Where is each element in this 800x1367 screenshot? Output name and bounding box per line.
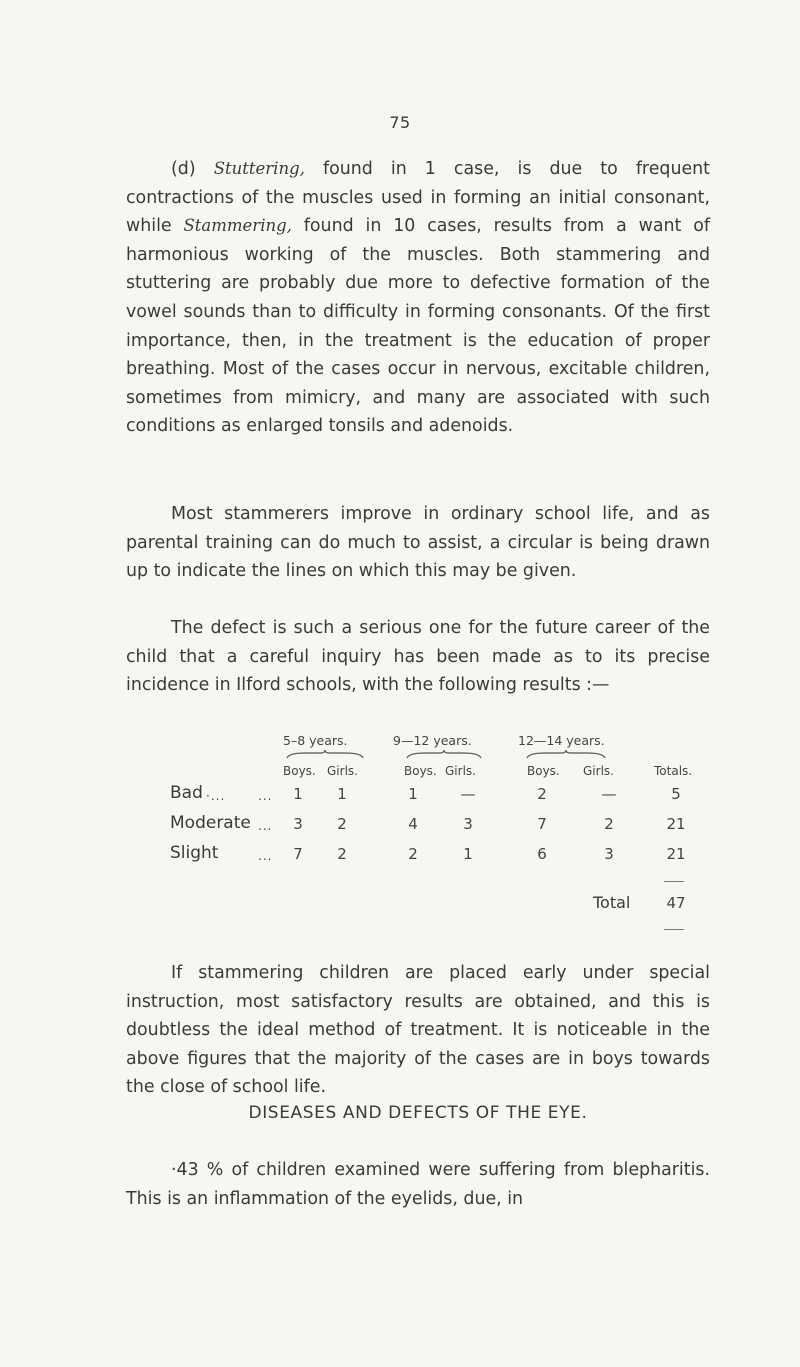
cell-bad-boys-5-8: 1 [293, 785, 303, 803]
cell-slight-total: 21 [666, 845, 686, 863]
subheader-girls-9-12: Girls. [445, 764, 476, 778]
cell-moderate-girls-5-8: 2 [337, 815, 347, 833]
cell-slight-boys-9-12: 2 [408, 845, 418, 863]
term-stammering: Stammering, [183, 216, 292, 236]
brace-12-14 [525, 749, 607, 759]
cell-moderate-boys-5-8: 3 [293, 815, 303, 833]
brace-5-8 [285, 749, 365, 759]
paragraph-instruction: If stammering children are placed early under special instruction, most satisfactory results are obtained, and this is doubtless the ideal method of treatment. It is noticeable in the above figures that the majority of the cases are in boys towards the close of school life. [126, 963, 710, 1098]
cell-bad-boys-12-14: 2 [537, 785, 547, 803]
page-number: 75 [389, 113, 411, 132]
paragraph-inquiry: The defect is such a serious one for the future career of the child that a careful inquiry has been made as to its precise incidence in Ilford schools, with the following results :— [126, 618, 710, 696]
row-label-bad: Bad [170, 783, 203, 803]
cell-slight-boys-12-14: 6 [537, 845, 547, 863]
cell-moderate-total: 21 [666, 815, 686, 833]
cell-bad-boys-9-12: 1 [408, 785, 418, 803]
row-lead-bad: ·... [206, 789, 226, 803]
cell-bad-girls-9-12: — [460, 785, 476, 803]
row-dots-moderate: ... [258, 819, 273, 833]
subheader-totals: Totals. [654, 764, 693, 778]
cell-bad-girls-5-8: 1 [337, 785, 347, 803]
row-label-slight: Slight [170, 843, 219, 863]
total-rule-top [664, 881, 684, 882]
cell-moderate-boys-9-12: 4 [408, 815, 418, 833]
cell-moderate-girls-12-14: 2 [604, 815, 614, 833]
cell-slight-girls-5-8: 2 [337, 845, 347, 863]
total-label: Total [593, 893, 631, 912]
paragraph-blepharitis: ·43 % of children examined were suffering from blepharitis. This is an inflammation of the eyelids, due, in [126, 1160, 710, 1209]
cell-slight-girls-12-14: 3 [604, 845, 614, 863]
cell-bad-total: 5 [671, 785, 681, 803]
group-header-12-14: 12—14 years. [518, 733, 605, 748]
cell-moderate-girls-9-12: 3 [463, 815, 473, 833]
group-header-9-12: 9—12 years. [393, 733, 472, 748]
subheader-girls-5-8: Girls. [327, 764, 358, 778]
term-stuttering: Stuttering, [213, 159, 305, 178]
grand-total: 47 [666, 894, 686, 912]
subheader-boys-9-12: Boys. [404, 764, 437, 778]
row-dots-bad: ... [258, 789, 273, 803]
row-dots-slight: ... [258, 849, 273, 863]
subheader-boys-5-8: Boys. [283, 764, 316, 778]
section-heading-eye: DISEASES AND DEFECTS OF THE EYE. [248, 1103, 588, 1123]
paragraph-stuttering [126, 155, 710, 441]
subheader-boys-12-14: Boys. [527, 764, 560, 778]
subheader-girls-12-14: Girls. [583, 764, 614, 778]
group-header-5-8: 5–8 years. [283, 733, 348, 748]
p1-middle: found in 1 case, is due to frequent contractions of the muscles used in forming an initial consonant, while [126, 159, 711, 237]
p1-start: (d) [171, 159, 214, 179]
brace-9-12 [405, 749, 483, 759]
total-rule-bottom [664, 929, 684, 930]
cell-slight-boys-5-8: 7 [293, 845, 303, 863]
cell-moderate-boys-12-14: 7 [537, 815, 547, 833]
cell-slight-girls-9-12: 1 [463, 845, 473, 863]
cell-bad-girls-12-14: — [601, 785, 617, 803]
row-label-moderate: Moderate [170, 813, 251, 833]
p1-end: found in 10 cases, results from a want of harmonious working of the muscles. Both stammering and stuttering are probably due more to defective formation of the vowel sounds than to difficulty in forming consonants. Of the first importance, then, in the treatment is the education of proper breathing. Most of the cases occur in nervous, excitable children, sometimes from mimicry, and many are associated with such conditions as enlarged tonsils and adenoids. [126, 216, 710, 437]
paragraph-improvement: Most stammerers improve in ordinary school life, and as parental training can do much to assist, a circular is being drawn up to indicate the lines on which this may be given. [126, 504, 710, 582]
